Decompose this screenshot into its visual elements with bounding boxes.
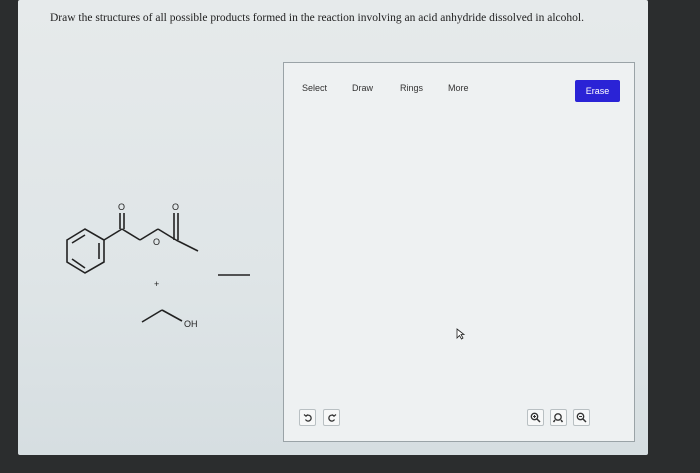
redo-icon	[327, 413, 337, 423]
tool-draw[interactable]: Draw	[352, 83, 374, 93]
redo-button[interactable]	[323, 409, 340, 426]
carbonyl-oxygen-right: O	[172, 202, 180, 212]
hydroxyl-label: OH	[184, 319, 198, 329]
structure-editor[interactable]	[283, 62, 635, 442]
undo-icon	[303, 413, 313, 423]
bridging-oxygen: O	[153, 237, 161, 247]
zoom-out-icon	[576, 412, 587, 423]
zoom-reset-icon	[553, 412, 564, 423]
editor-toolbar	[284, 63, 634, 103]
carbonyl-oxygen-left: O	[118, 202, 126, 212]
undo-button[interactable]	[299, 409, 316, 426]
plus-sign: +	[154, 279, 160, 289]
erase-button[interactable]: Erase	[575, 80, 620, 102]
tool-more[interactable]: More	[448, 83, 469, 93]
tool-select[interactable]: Select	[302, 83, 328, 93]
zoom-reset-button[interactable]	[550, 409, 567, 426]
tool-rings[interactable]: Rings	[400, 83, 424, 93]
anhydride-structure	[0, 0, 250, 360]
zoom-in-icon	[530, 412, 541, 423]
zoom-out-button[interactable]	[573, 409, 590, 426]
zoom-in-button[interactable]	[527, 409, 544, 426]
mouse-cursor-icon	[456, 328, 466, 340]
question-text: Draw the structures of all possible products formed in the reaction involving an acid anhydride dissolved in alcohol.	[50, 12, 584, 24]
